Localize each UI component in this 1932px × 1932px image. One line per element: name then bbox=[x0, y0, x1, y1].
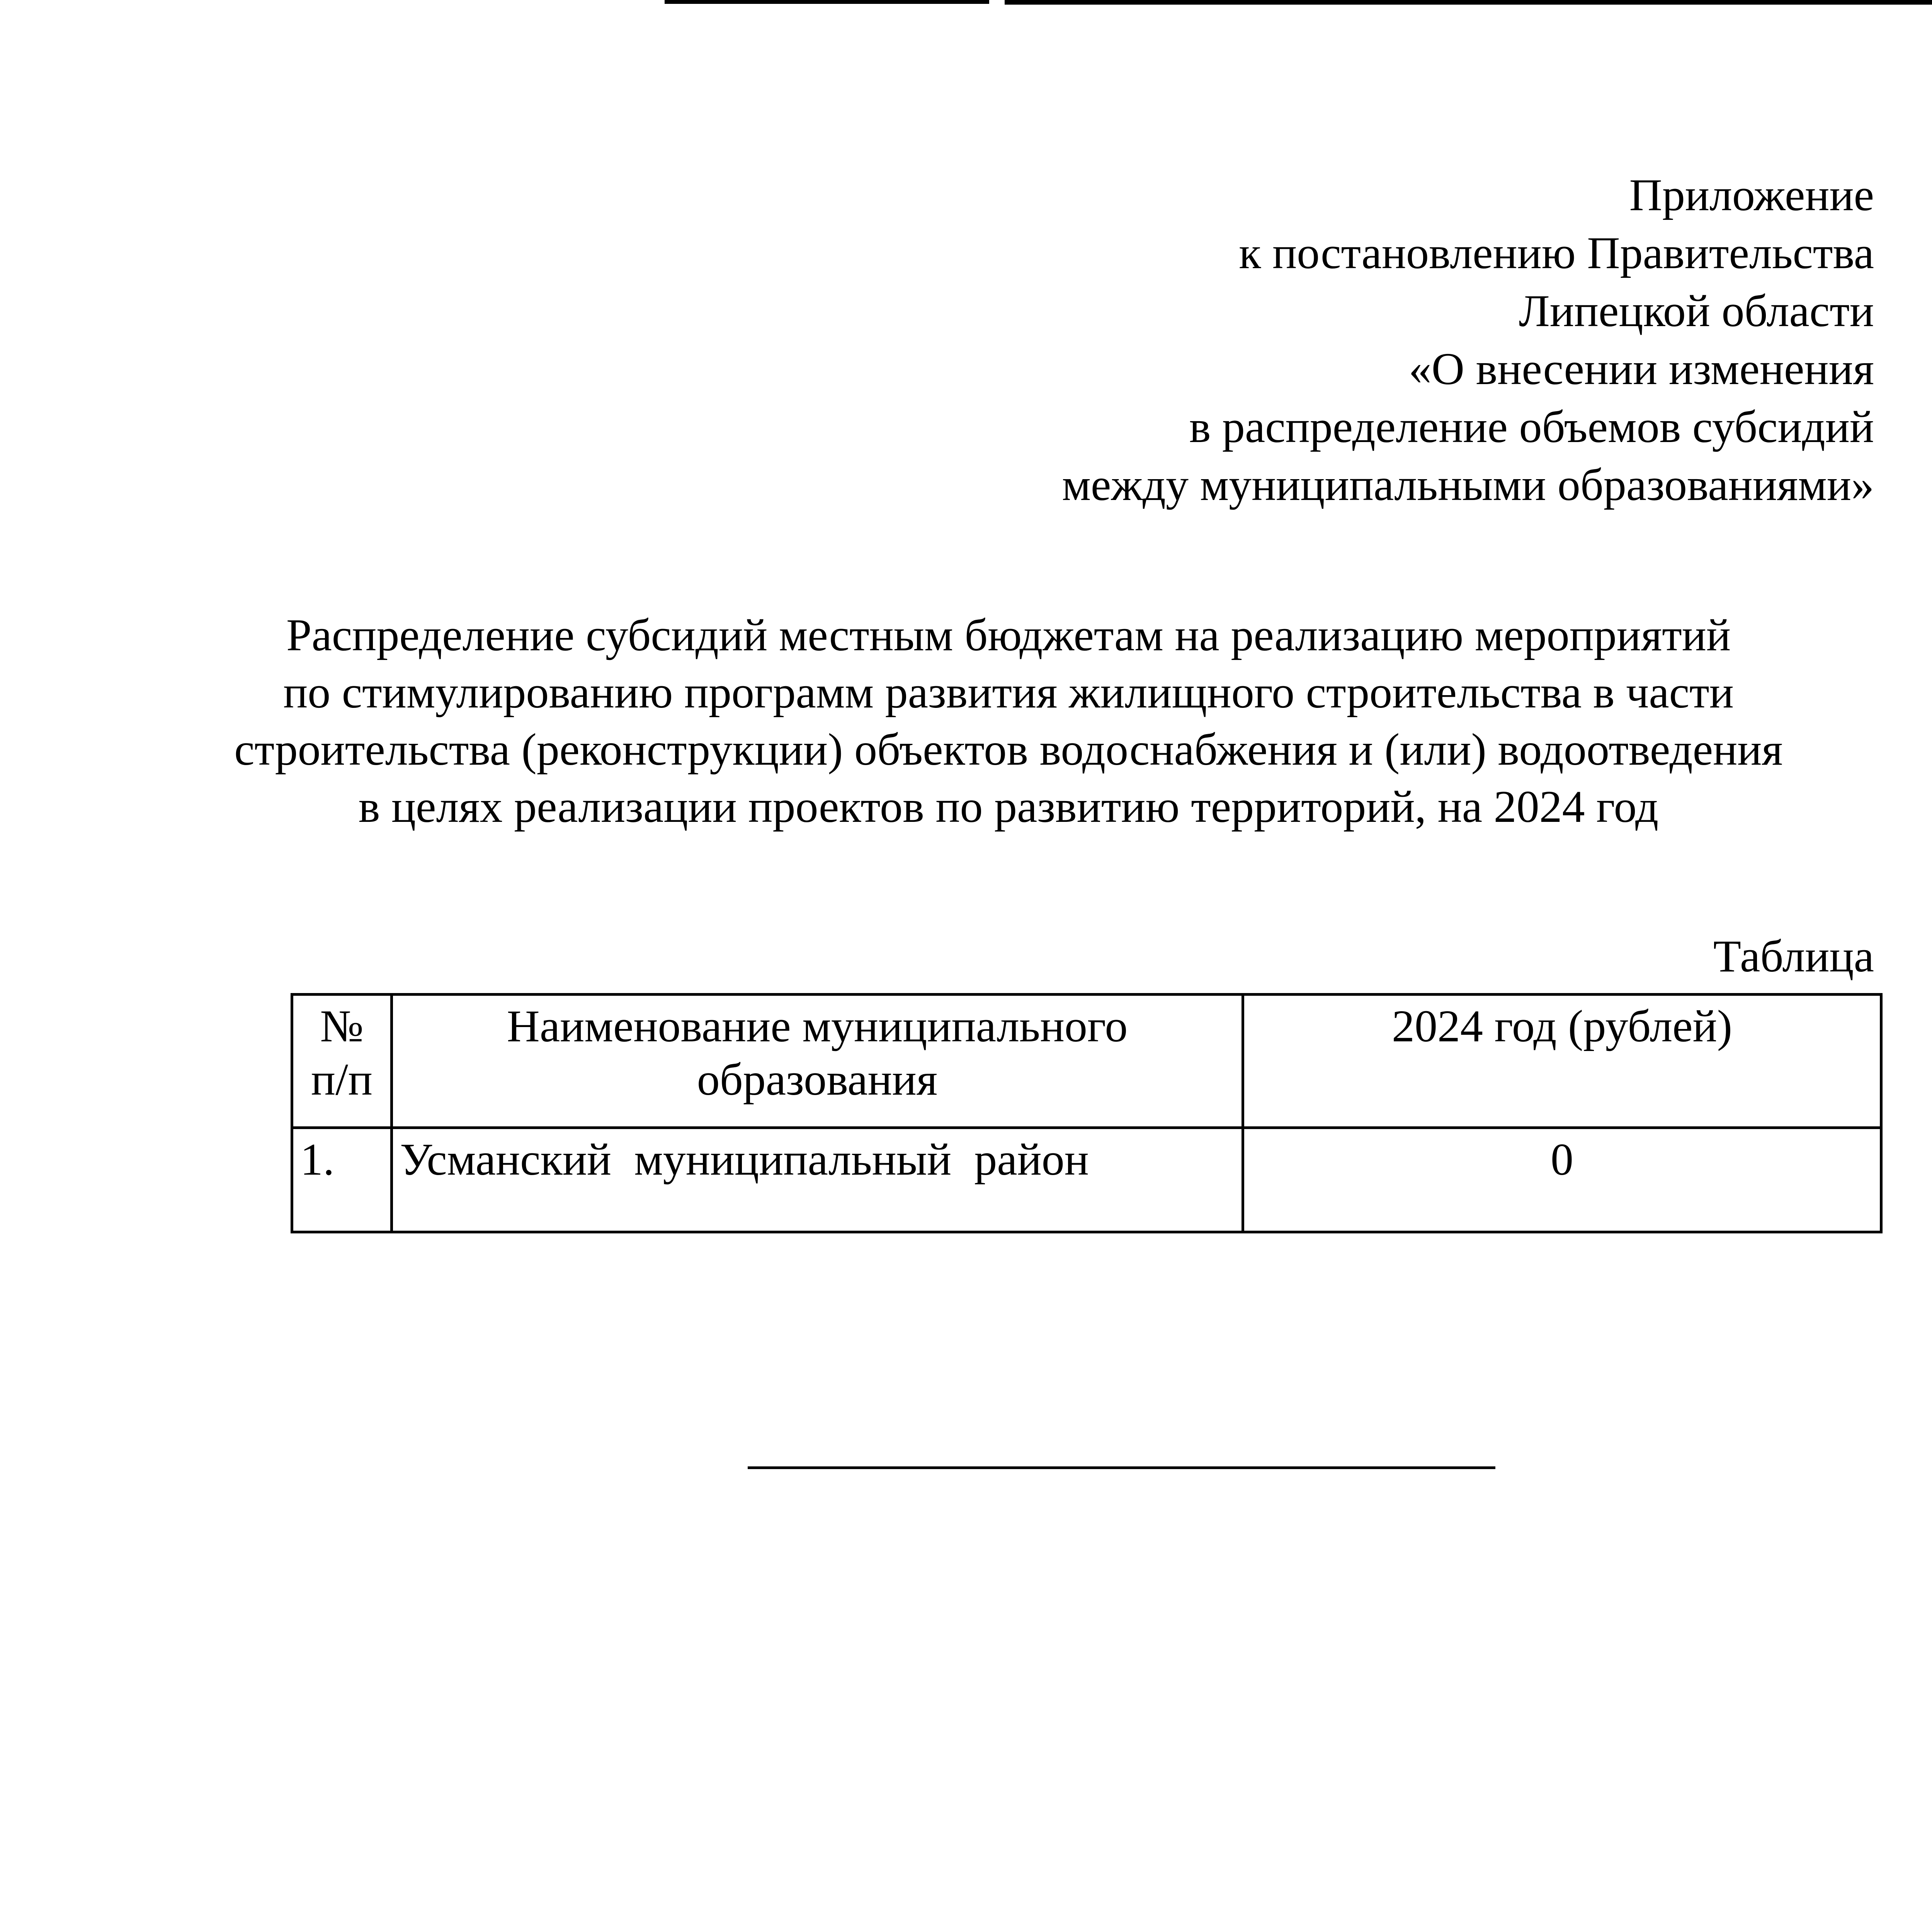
table-row bbox=[292, 1128, 1881, 1232]
row-municipality: Усманский муниципальный район bbox=[392, 1128, 1243, 1232]
table-caption: Таблица bbox=[1713, 931, 1874, 981]
header-number-line2: п/п bbox=[311, 1054, 373, 1105]
appendix-block bbox=[638, 166, 1874, 514]
title-line: по стимулированию программ развития жилищного строительства в части bbox=[283, 667, 1734, 718]
header-number bbox=[292, 995, 392, 1128]
appendix-line: между муниципальными образованиями» bbox=[1062, 459, 1874, 510]
header-number-line1: № bbox=[320, 1001, 364, 1051]
header-amount: 2024 год (рублей) bbox=[1243, 995, 1881, 1128]
header-municipality-line2: образования bbox=[697, 1054, 938, 1105]
subsidy-table bbox=[291, 993, 1883, 1233]
appendix-line: Приложение bbox=[1629, 170, 1874, 220]
header-municipality bbox=[392, 995, 1243, 1128]
title-line: в целях реализации проектов по развитию территорий, на 2024 год bbox=[358, 781, 1659, 832]
row-amount: 0 bbox=[1243, 1128, 1881, 1232]
scan-edge-top-left bbox=[665, 0, 989, 4]
closing-rule bbox=[748, 1466, 1495, 1469]
table-header-row bbox=[292, 995, 1881, 1128]
title-line: Распределение субсидий местным бюджетам на реализацию мероприятий bbox=[286, 610, 1731, 660]
appendix-line: в распределение объемов субсидий bbox=[1189, 401, 1874, 452]
appendix-line: «О внесении изменения bbox=[1408, 344, 1874, 394]
row-number: 1. bbox=[292, 1128, 392, 1232]
scan-edge-top-right bbox=[1005, 0, 1932, 5]
header-municipality-line1: Наименование муниципального bbox=[507, 1001, 1128, 1051]
appendix-line: к постановлению Правительства bbox=[1239, 228, 1874, 278]
title-line: строительства (реконструкции) объектов водоснабжения и (или) водоотведения bbox=[234, 724, 1783, 775]
appendix-line: Липецкой области bbox=[1519, 286, 1874, 336]
document-title bbox=[216, 607, 1801, 835]
